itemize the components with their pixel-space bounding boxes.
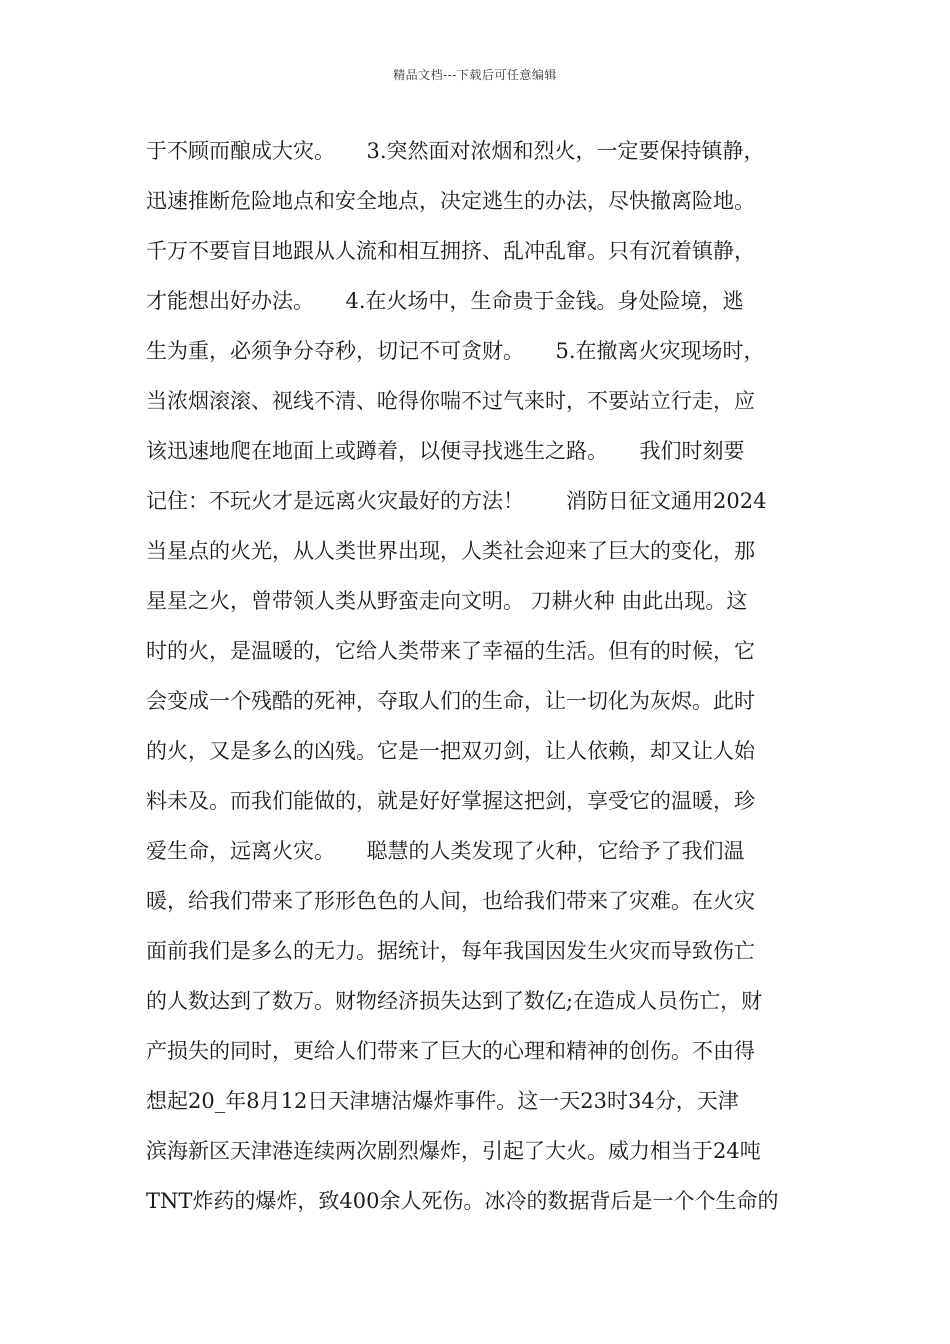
text-line: 爱生命，远离火灾。 聪慧的人类发现了火种，它给予了我们温	[146, 839, 745, 863]
text-line: TNT炸药的爆炸，致400余人死伤。冰冷的数据背后是一个个生命的	[146, 1189, 779, 1213]
text-line: 当浓烟滚滚、视线不清、呛得你喘不过气来时，不要站立行走，应	[146, 389, 755, 413]
text-line: 产损失的同时，更给人们带来了巨大的心理和精神的创伤。不由得	[146, 1039, 755, 1063]
text-line: 面前我们是多么的无力。据统计，每年我国因发生火灾而导致伤亡	[146, 939, 755, 963]
text-line: 千万不要盲目地跟从人流和相互拥挤、乱冲乱窜。只有沉着镇静，	[146, 239, 755, 263]
text-line: 时的火，是温暖的，它给人类带来了幸福的生活。但有的时候，它	[146, 639, 755, 663]
text-line: 的人数达到了数万。财物经济损失达到了数亿;在造成人员伤亡，财	[146, 989, 763, 1013]
text-line: 当星点的火光，从人类世界出现，人类社会迎来了巨大的变化，那	[146, 539, 755, 563]
text-line: 暖，给我们带来了形形色色的人间，也给我们带来了灾难。在火灾	[146, 889, 755, 913]
text-line: 想起20_年8月12日天津塘沽爆炸事件。这一天23时34分，天津	[146, 1089, 739, 1113]
text-line: 才能想出好办法。 4.在火场中，生命贵于金钱。身处险境，逃	[146, 289, 744, 313]
text-line: 会变成一个残酷的死神，夺取人们的生命，让一切化为灰烬。此时	[146, 689, 755, 713]
text-line: 该迅速地爬在地面上或蹲着，以便寻找逃生之路。 我们时刻要	[146, 439, 745, 463]
text-line: 迅速推断危险地点和安全地点，决定逃生的办法，尽快撤离险地。	[146, 189, 755, 213]
text-line: 滨海新区天津港连续两次剧烈爆炸，引起了大火。威力相当于24吨	[146, 1139, 761, 1163]
text-line: 生为重，必须争分夺秒，切记不可贪财。 5.在撤离火灾现场时，	[146, 339, 765, 363]
body-text	[146, 133, 810, 1233]
text-line: 星星之火，曾带领人类从野蛮走向文明。 刀耕火种 由此出现。这	[146, 589, 748, 613]
text-line: 料未及。而我们能做的，就是好好掌握这把剑，享受它的温暖，珍	[146, 789, 755, 813]
text-line: 于不顾而酿成大灾。 3.突然面对浓烟和烈火，一定要保持镇静，	[146, 139, 765, 163]
text-line: 的火，又是多么的凶残。它是一把双刃剑，让人依赖，却又让人始	[146, 739, 755, 763]
page-header: 精品文档---下载后可任意编辑	[393, 68, 557, 82]
text-line: 记住：不玩火才是远离火灾最好的方法！ 消防日征文通用2024	[146, 489, 767, 513]
